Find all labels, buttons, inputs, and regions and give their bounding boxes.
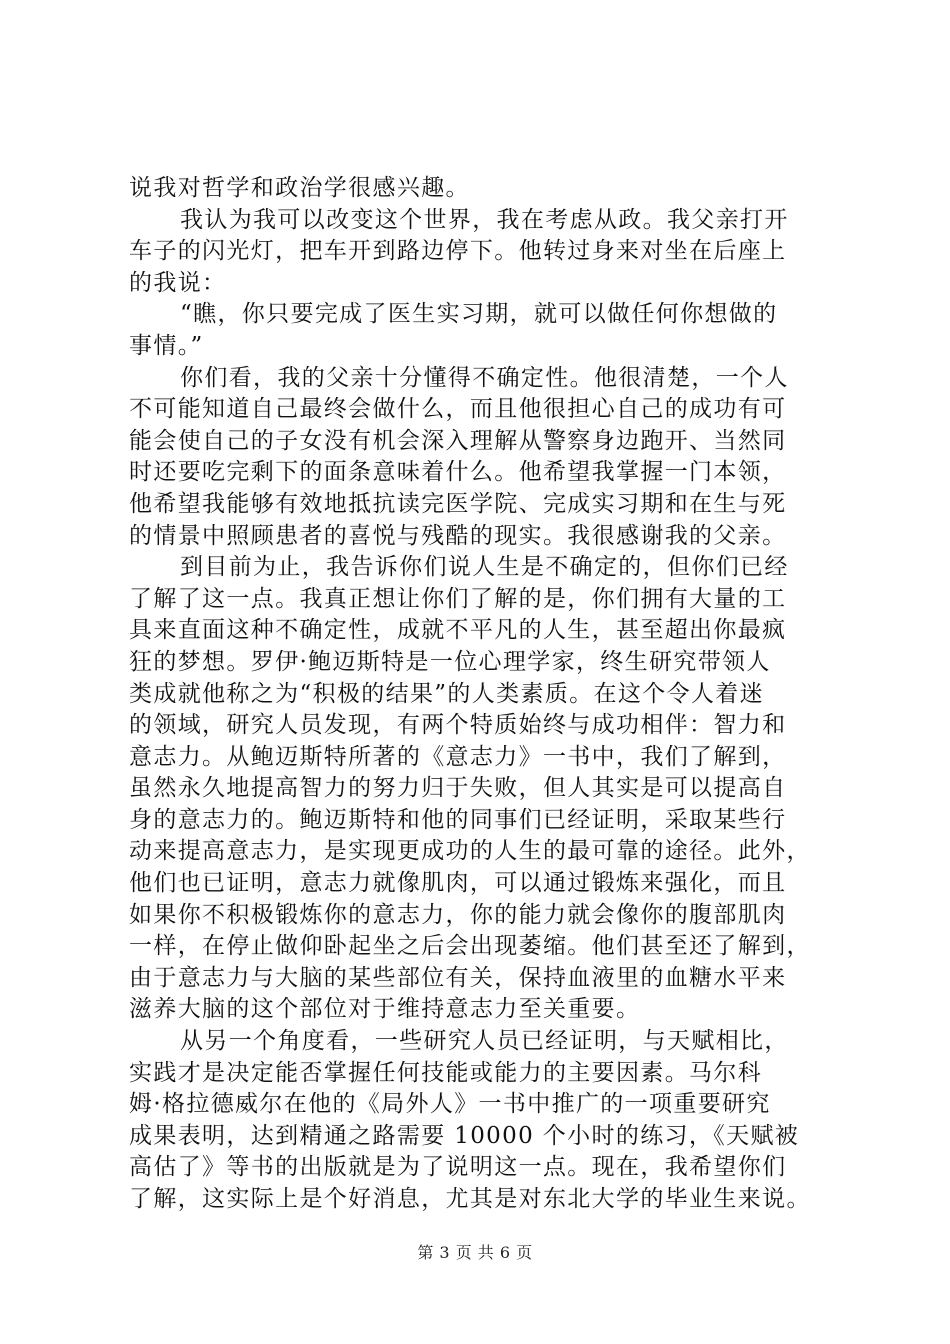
text-line: 由于意志力与大脑的某些部位有关，保持血液里的血糖水平来 [129,964,787,991]
text-line: 不可能知道自己最终会做什么，而且他很担心自己的成功有可 [129,396,787,423]
text-line: 我认为我可以改变这个世界，我在考虑从政。我父亲打开 [180,206,789,233]
text-line: 的我说： [129,269,227,296]
text-line: 类成就他称之为“积极的结果”的人类素质。在这个令人着迷 [129,680,764,707]
text-line: 高估了》等书的出版就是为了说明这一点。现在，我希望你们 [129,1154,787,1181]
text-line: 从另一个角度看，一些研究人员已经证明，与天赋相比， [180,1028,789,1055]
text-line: 滋养大脑的这个部位对于维持意志力至关重要。 [129,996,641,1023]
body-text [129,173,835,1216]
text-line: 到目前为止，我告诉你们说人生是不确定的，但你们已经 [180,554,789,581]
text-line: 车子的闪光灯，把车开到路边停下。他转过身来对坐在后座上 [129,238,787,265]
text-line: 意志力。从鲍迈斯特所著的《意志力》一书中，我们了解到， [129,743,787,770]
text-line: 的领域，研究人员发现，有两个特质始终与成功相伴：智力和 [129,712,787,739]
text-line: 了解，这实际上是个好消息，尤其是对东北大学的毕业生来说。 [129,1186,811,1212]
text-line: 身的意志力的。鲍迈斯特和他的同事们已经证明，采取某些行 [129,806,787,833]
text-line: 姆·格拉德威尔在他的《局外人》一书中推广的一项重要研究 [129,1091,771,1118]
text-line: 时还要吃完剩下的面条意味着什么。他希望我掌握一门本领， [129,459,787,486]
text-line: 如果你不积极锻炼你的意志力，你的能力就会像你的腹部肌肉 [129,901,787,928]
text-line: 的情景中照顾患者的喜悦与残酷的现实。我很感谢我的父亲。 [129,522,787,549]
text-line: 你们看，我的父亲十分懂得不确定性。他很清楚，一个人 [180,364,789,391]
text-line: 狂的梦想。罗伊·鲍迈斯特是一位心理学家，终生研究带领人 [129,648,771,675]
text-line: 实践才是决定能否掌握任何技能或能力的主要因素。马尔科 [129,1059,763,1086]
text-line: 虽然永久地提高智力的努力归于失败，但人其实是可以提高自 [129,775,787,802]
text-line: 说我对哲学和政治学很感兴趣。 [129,175,470,201]
text-line: 事情。” [129,332,204,359]
text-line: 能会使自己的子女没有机会深入理解从警察身边跑开、当然同 [129,427,787,454]
text-line: “瞧，你只要完成了医生实习期，就可以做任何你想做的 [180,301,778,328]
text-line: 他们也已证明，意志力就像肌肉，可以通过锻炼来强化，而且 [129,870,787,897]
page-footer: 第 3 页 共 6 页 [417,1243,533,1262]
text-line: 了解了这一点。我真正想让你们了解的是，你们拥有大量的工 [129,585,787,612]
text-line: 动来提高意志力，是实现更成功的人生的最可靠的途径。此外， [129,838,811,865]
text-line: 具来直面这种不确定性，成就不平凡的人生，甚至超出你最疯 [129,617,787,644]
text-line: 一样，在停止做仰卧起坐之后会出现萎缩。他们甚至还了解到， [129,933,811,960]
text-line: 成果表明，达到精通之路需要 10000 个小时的练习，《天赋被 [129,1122,800,1149]
text-line: 他希望我能够有效地抵抗读完医学院、完成实习期和在生与死 [129,490,787,517]
